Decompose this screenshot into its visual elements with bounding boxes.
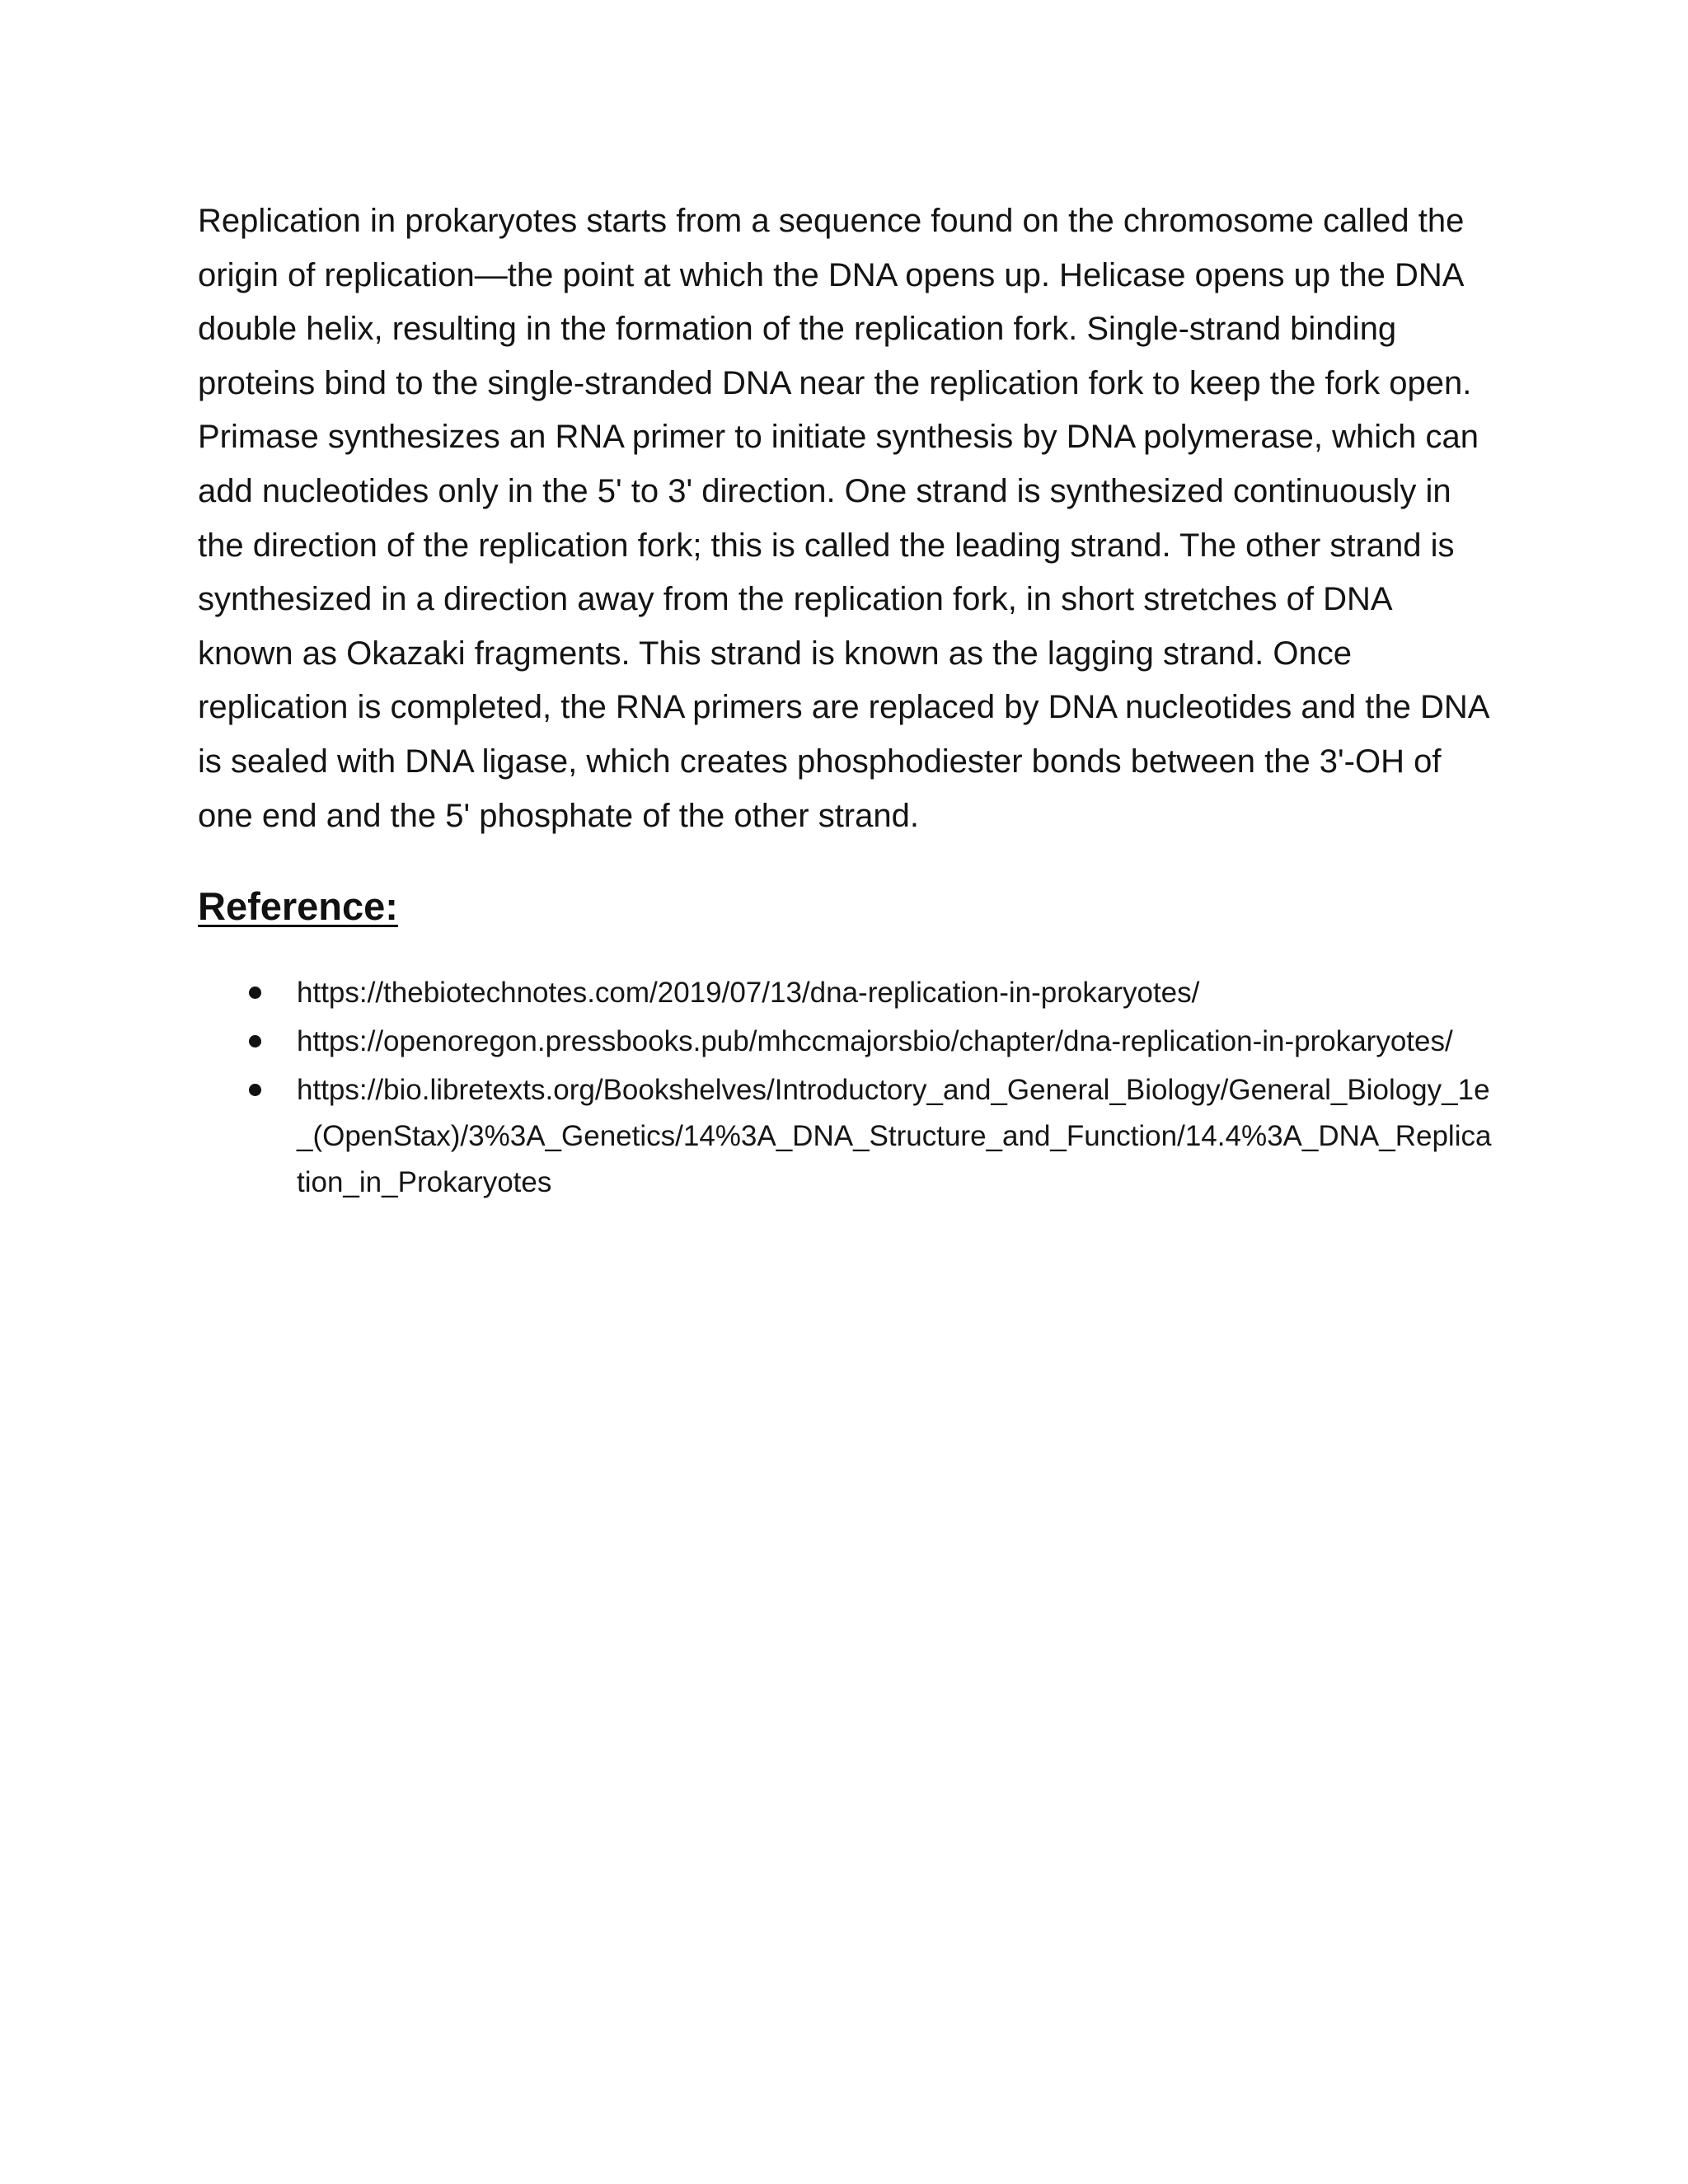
reference-heading: Reference: — [198, 884, 398, 929]
bullet-icon — [249, 1035, 261, 1047]
reference-link[interactable]: https://openoregon.pressbooks.pub/mhccmajorsbio/chapter/dna-replication-in-prokaryotes/ — [297, 1025, 1453, 1058]
page-content — [198, 194, 1492, 1208]
reference-link[interactable]: https://thebiotechnotes.com/2019/07/13/dna-replication-in-prokaryotes/ — [297, 977, 1200, 1010]
bullet-icon — [249, 1084, 261, 1096]
body-paragraph: Replication in prokaryotes starts from a sequence found on the chromosome called the origin of replication—the point at which the DNA opens up. Helicase opens up the DNA double helix, resulting in the formation of the replication fork. Single-strand binding proteins bind to the single-stranded DNA near the replication fork to keep the fork open. Primase synthesizes an RNA primer to initiate synthesis by DNA polymerase, which can add nucleotides only in the 5' to 3' direction. One strand is synthesized continuously in the direction of the replication fork; this is called the leading strand. The other strand is synthesized in a direction away from the replication fork, in short stretches of DNA known as Okazaki fragments. This strand is known as the lagging strand. Once replication is completed, the RNA primers are replaced by DNA nucleotides and the DNA is sealed with DNA ligase, which creates phosphodiester bonds between the 3'-OH of one end and the 5' phosphate of the other strand. — [198, 203, 1489, 834]
reference-link[interactable]: https://bio.libretexts.org/Bookshelves/Introductory_and_General_Biology/General_Biology_1e_(OpenStax)/3%3A_Genetics/14%3A_DNA_Structure_and_Function/14.4%3A_DNA_Replication_in_Prokaryotes — [297, 1074, 1492, 1199]
reference-item — [198, 1019, 1492, 1065]
reference-item — [198, 970, 1492, 1016]
reference-item — [198, 1067, 1492, 1206]
reference-list — [198, 970, 1492, 1206]
bullet-icon — [249, 987, 261, 999]
